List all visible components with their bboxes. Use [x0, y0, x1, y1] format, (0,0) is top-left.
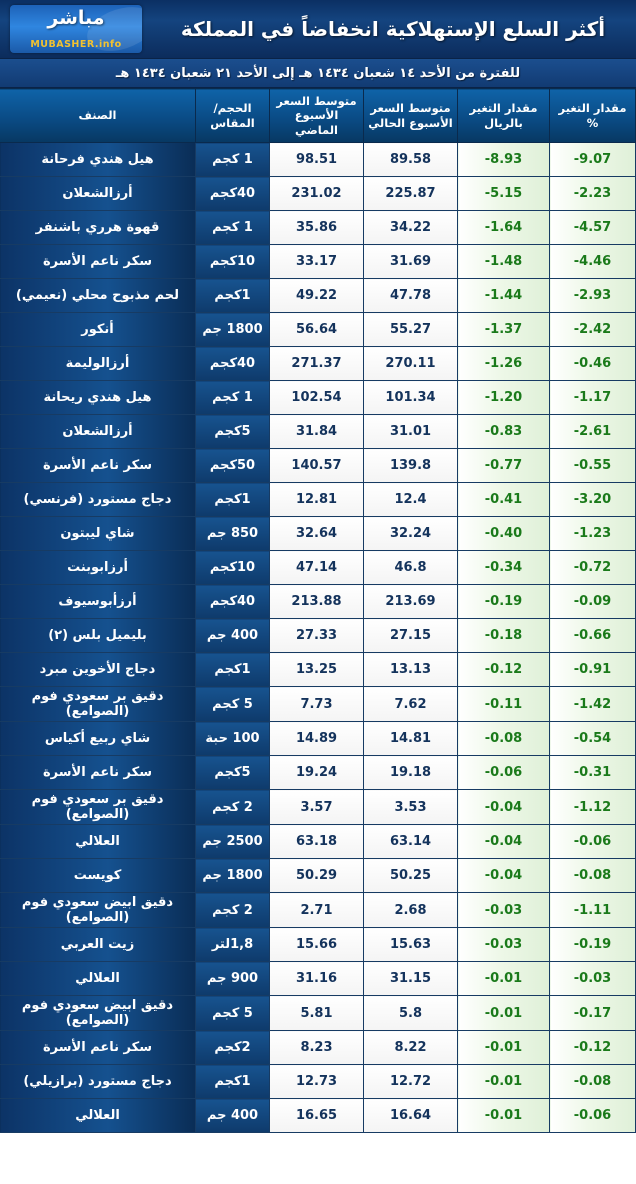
table-row: [0, 1065, 636, 1099]
cell-previous-price: 140.57: [270, 449, 364, 483]
cell-change-percent: -0.03: [550, 962, 636, 996]
cell-change-riyal: -1.37: [458, 313, 550, 347]
cell-previous-price: 32.64: [270, 517, 364, 551]
cell-item-name: دقيق بر سعودي فوم (الصوامع): [0, 687, 196, 722]
cell-previous-price: 13.25: [270, 653, 364, 687]
cell-size: 1كجم: [196, 483, 270, 517]
cell-item-name: لحم مذبوح محلي (نعيمي): [0, 279, 196, 313]
cell-change-riyal: -1.44: [458, 279, 550, 313]
column-header-current-price[interactable]: متوسط السعر الأسبوع الحالي: [364, 89, 458, 143]
cell-previous-price: 56.64: [270, 313, 364, 347]
cell-size: 100 حبة: [196, 722, 270, 756]
cell-size: 2 كجم: [196, 893, 270, 928]
cell-change-riyal: -5.15: [458, 177, 550, 211]
cell-size: 1800 جم: [196, 859, 270, 893]
cell-previous-price: 16.65: [270, 1099, 364, 1133]
table-row: [0, 143, 636, 177]
table-row: [0, 483, 636, 517]
cell-current-price: 46.8: [364, 551, 458, 585]
cell-item-name: أنكور: [0, 313, 196, 347]
cell-change-riyal: -0.77: [458, 449, 550, 483]
cell-change-riyal: -0.34: [458, 551, 550, 585]
cell-size: 1 كجم: [196, 381, 270, 415]
cell-item-name: كويست: [0, 859, 196, 893]
table-row: [0, 415, 636, 449]
cell-item-name: دجاج الأخوين مبرد: [0, 653, 196, 687]
cell-change-percent: -2.93: [550, 279, 636, 313]
cell-change-percent: -4.57: [550, 211, 636, 245]
cell-change-percent: -1.42: [550, 687, 636, 722]
cell-previous-price: 98.51: [270, 143, 364, 177]
cell-size: 5كجم: [196, 756, 270, 790]
cell-change-riyal: -0.08: [458, 722, 550, 756]
cell-change-riyal: -0.03: [458, 893, 550, 928]
table-row: [0, 962, 636, 996]
cell-change-percent: -0.46: [550, 347, 636, 381]
cell-change-riyal: -0.01: [458, 996, 550, 1031]
cell-change-riyal: -0.18: [458, 619, 550, 653]
cell-size: 850 جم: [196, 517, 270, 551]
cell-previous-price: 231.02: [270, 177, 364, 211]
cell-current-price: 3.53: [364, 790, 458, 825]
cell-item-name: أرزأبوسيوف: [0, 585, 196, 619]
table-row: [0, 996, 636, 1031]
cell-current-price: 27.15: [364, 619, 458, 653]
cell-change-percent: -0.06: [550, 825, 636, 859]
page-title: أكثر السلع الإستهلاكية انخفاضاً في المملكة: [180, 16, 606, 41]
cell-current-price: 31.69: [364, 245, 458, 279]
cell-change-percent: -2.61: [550, 415, 636, 449]
cell-change-percent: -0.55: [550, 449, 636, 483]
cell-previous-price: 12.73: [270, 1065, 364, 1099]
cell-change-percent: -0.19: [550, 928, 636, 962]
cell-current-price: 14.81: [364, 722, 458, 756]
cell-item-name: بليميل بلس (٢): [0, 619, 196, 653]
cell-size: 5 كجم: [196, 996, 270, 1031]
cell-current-price: 2.68: [364, 893, 458, 928]
cell-current-price: 32.24: [364, 517, 458, 551]
cell-change-riyal: -0.01: [458, 1031, 550, 1065]
cell-size: 40كجم: [196, 585, 270, 619]
table-row: [0, 313, 636, 347]
cell-current-price: 34.22: [364, 211, 458, 245]
cell-size: 5 كجم: [196, 687, 270, 722]
table-row: [0, 825, 636, 859]
cell-size: 50كجم: [196, 449, 270, 483]
cell-previous-price: 31.84: [270, 415, 364, 449]
cell-change-percent: -0.12: [550, 1031, 636, 1065]
cell-current-price: 7.62: [364, 687, 458, 722]
cell-item-name: هيل هندي ريحانة: [0, 381, 196, 415]
cell-size: 2كجم: [196, 1031, 270, 1065]
cell-size: 1800 جم: [196, 313, 270, 347]
cell-change-riyal: -0.03: [458, 928, 550, 962]
cell-previous-price: 50.29: [270, 859, 364, 893]
cell-previous-price: 47.14: [270, 551, 364, 585]
cell-change-percent: -2.23: [550, 177, 636, 211]
cell-current-price: 47.78: [364, 279, 458, 313]
logo-arabic-text: مباشر: [47, 7, 105, 29]
cell-current-price: 63.14: [364, 825, 458, 859]
cell-item-name: هيل هندي فرحانة: [0, 143, 196, 177]
cell-change-percent: -0.31: [550, 756, 636, 790]
table-row: [0, 1031, 636, 1065]
cell-size: 400 جم: [196, 619, 270, 653]
cell-change-percent: -2.42: [550, 313, 636, 347]
cell-change-percent: -1.12: [550, 790, 636, 825]
cell-previous-price: 8.23: [270, 1031, 364, 1065]
cell-change-percent: -1.23: [550, 517, 636, 551]
cell-change-percent: -0.08: [550, 859, 636, 893]
table-row: [0, 585, 636, 619]
table-row: [0, 279, 636, 313]
table-row: [0, 790, 636, 825]
table-row: [0, 1099, 636, 1133]
cell-current-price: 270.11: [364, 347, 458, 381]
cell-change-riyal: -0.12: [458, 653, 550, 687]
cell-previous-price: 12.81: [270, 483, 364, 517]
cell-current-price: 16.64: [364, 1099, 458, 1133]
cell-current-price: 12.72: [364, 1065, 458, 1099]
period-label: للفترة من الأحد ١٤ شعبان ١٤٣٤ هـ إلى الأحد ٢١ شعبان ١٤٣٤ هـ: [0, 59, 636, 88]
cell-item-name: أرزالشعلان: [0, 415, 196, 449]
cell-change-riyal: -0.19: [458, 585, 550, 619]
cell-change-percent: -3.20: [550, 483, 636, 517]
logo-subtitle: MUBASHER.info: [30, 39, 122, 50]
cell-size: 1كجم: [196, 1065, 270, 1099]
cell-previous-price: 271.37: [270, 347, 364, 381]
column-header-size[interactable]: الحجم/المقاس: [196, 89, 270, 143]
table-row: [0, 517, 636, 551]
table-row: [0, 211, 636, 245]
cell-change-riyal: -0.11: [458, 687, 550, 722]
cell-change-percent: -9.07: [550, 143, 636, 177]
cell-current-price: 13.13: [364, 653, 458, 687]
cell-change-percent: -0.66: [550, 619, 636, 653]
cell-change-riyal: -0.83: [458, 415, 550, 449]
cell-current-price: 19.18: [364, 756, 458, 790]
cell-change-riyal: -0.04: [458, 825, 550, 859]
cell-change-riyal: -0.40: [458, 517, 550, 551]
table-row: [0, 347, 636, 381]
cell-size: 2 كجم: [196, 790, 270, 825]
cell-change-riyal: -0.01: [458, 1065, 550, 1099]
cell-current-price: 31.15: [364, 962, 458, 996]
cell-item-name: قهوة هرري باشنفر: [0, 211, 196, 245]
table-row: [0, 859, 636, 893]
table-row: [0, 687, 636, 722]
cell-change-riyal: -0.01: [458, 1099, 550, 1133]
cell-change-riyal: -1.48: [458, 245, 550, 279]
cell-change-riyal: -0.41: [458, 483, 550, 517]
cell-change-riyal: -8.93: [458, 143, 550, 177]
cell-size: 1كجم: [196, 653, 270, 687]
cell-size: 1 كجم: [196, 143, 270, 177]
cell-change-percent: -1.17: [550, 381, 636, 415]
table-row: [0, 756, 636, 790]
cell-previous-price: 35.86: [270, 211, 364, 245]
cell-item-name: العلالي: [0, 962, 196, 996]
cell-item-name: دقيق ابيض سعودي فوم (الصوامع): [0, 893, 196, 928]
cell-size: 10كجم: [196, 551, 270, 585]
cell-change-percent: -0.91: [550, 653, 636, 687]
cell-change-riyal: -0.04: [458, 859, 550, 893]
cell-item-name: أرزالوليمة: [0, 347, 196, 381]
cell-change-percent: -0.09: [550, 585, 636, 619]
cell-current-price: 101.34: [364, 381, 458, 415]
cell-item-name: سكر ناعم الأسرة: [0, 756, 196, 790]
cell-change-riyal: -1.26: [458, 347, 550, 381]
cell-previous-price: 49.22: [270, 279, 364, 313]
cell-change-percent: -4.46: [550, 245, 636, 279]
cell-current-price: 89.58: [364, 143, 458, 177]
cell-change-riyal: -0.01: [458, 962, 550, 996]
cell-previous-price: 27.33: [270, 619, 364, 653]
cell-item-name: شاي ليبتون: [0, 517, 196, 551]
cell-change-percent: -0.08: [550, 1065, 636, 1099]
cell-current-price: 8.22: [364, 1031, 458, 1065]
cell-current-price: 12.4: [364, 483, 458, 517]
cell-size: 900 جم: [196, 962, 270, 996]
cell-item-name: سكر ناعم الأسرة: [0, 449, 196, 483]
table-row: [0, 653, 636, 687]
cell-previous-price: 15.66: [270, 928, 364, 962]
cell-item-name: سكر ناعم الأسرة: [0, 1031, 196, 1065]
cell-current-price: 5.8: [364, 996, 458, 1031]
cell-current-price: 31.01: [364, 415, 458, 449]
column-header-previous-price[interactable]: متوسط السعر الأسبوع الماضي: [270, 89, 364, 143]
cell-current-price: 15.63: [364, 928, 458, 962]
cell-size: 5كجم: [196, 415, 270, 449]
cell-size: 10كجم: [196, 245, 270, 279]
cell-item-name: زيت العربي: [0, 928, 196, 962]
cell-item-name: دقيق ابيض سعودي فوم (الصوامع): [0, 996, 196, 1031]
table-row: [0, 722, 636, 756]
cell-previous-price: 33.17: [270, 245, 364, 279]
cell-change-percent: -0.17: [550, 996, 636, 1031]
cell-size: 40كجم: [196, 347, 270, 381]
cell-previous-price: 7.73: [270, 687, 364, 722]
cell-item-name: أرزابوبنت: [0, 551, 196, 585]
cell-size: 1,8لتر: [196, 928, 270, 962]
cell-item-name: دجاج مستورد (برازيلي): [0, 1065, 196, 1099]
cell-change-percent: -0.72: [550, 551, 636, 585]
table-row: [0, 177, 636, 211]
commodities-table: [0, 88, 636, 1133]
table-row: [0, 381, 636, 415]
column-header-change-riyal[interactable]: مقدار التغير بالريال: [458, 89, 550, 143]
cell-item-name: العلالي: [0, 825, 196, 859]
cell-item-name: العلالي: [0, 1099, 196, 1133]
cell-change-riyal: -1.64: [458, 211, 550, 245]
cell-size: 40كجم: [196, 177, 270, 211]
cell-previous-price: 19.24: [270, 756, 364, 790]
cell-change-percent: -0.06: [550, 1099, 636, 1133]
table-row: [0, 619, 636, 653]
cell-current-price: 50.25: [364, 859, 458, 893]
cell-size: 400 جم: [196, 1099, 270, 1133]
cell-item-name: شاي ربيع أكياس: [0, 722, 196, 756]
cell-previous-price: 63.18: [270, 825, 364, 859]
table-body: [0, 143, 636, 1133]
cell-item-name: دقيق بر سعودي فوم (الصوامع): [0, 790, 196, 825]
cell-size: 1كجم: [196, 279, 270, 313]
cell-previous-price: 3.57: [270, 790, 364, 825]
column-header-change-percent[interactable]: مقدار التغير %: [550, 89, 636, 143]
cell-current-price: 213.69: [364, 585, 458, 619]
table-row: [0, 551, 636, 585]
cell-previous-price: 14.89: [270, 722, 364, 756]
table-row: [0, 245, 636, 279]
cell-current-price: 139.8: [364, 449, 458, 483]
cell-item-name: دجاج مستورد (فرنسي): [0, 483, 196, 517]
column-header-item[interactable]: الصنف: [0, 89, 196, 143]
cell-previous-price: 2.71: [270, 893, 364, 928]
cell-change-riyal: -1.20: [458, 381, 550, 415]
cell-item-name: أرزالشعلان: [0, 177, 196, 211]
cell-previous-price: 102.54: [270, 381, 364, 415]
cell-previous-price: 213.88: [270, 585, 364, 619]
title-banner: [0, 0, 636, 59]
cell-previous-price: 5.81: [270, 996, 364, 1031]
cell-change-percent: -0.54: [550, 722, 636, 756]
cell-size: 2500 جم: [196, 825, 270, 859]
cell-item-name: سكر ناعم الأسرة: [0, 245, 196, 279]
cell-change-riyal: -0.04: [458, 790, 550, 825]
cell-size: 1 كجم: [196, 211, 270, 245]
table-row: [0, 893, 636, 928]
cell-current-price: 55.27: [364, 313, 458, 347]
cell-previous-price: 31.16: [270, 962, 364, 996]
table-row: [0, 928, 636, 962]
table-header-row: [0, 89, 636, 143]
cell-current-price: 225.87: [364, 177, 458, 211]
cell-change-riyal: -0.06: [458, 756, 550, 790]
cell-change-percent: -1.11: [550, 893, 636, 928]
table-row: [0, 449, 636, 483]
